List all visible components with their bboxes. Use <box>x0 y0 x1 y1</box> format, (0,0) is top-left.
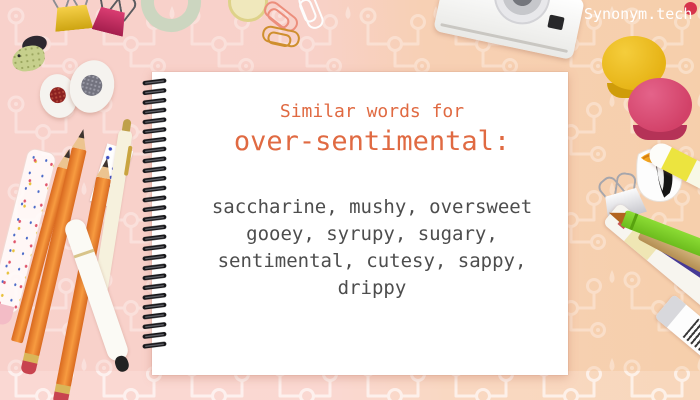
protractor-icon <box>133 0 209 40</box>
bottom-highlight-strip <box>0 371 700 400</box>
synonym-line: sentimental, cutesy, sappy, <box>217 250 527 272</box>
binder-clip-yellow <box>53 4 93 32</box>
camera <box>433 0 585 60</box>
page-text-block <box>176 72 568 302</box>
synonym-line: saccharine, mushy, oversweet <box>211 196 533 218</box>
binder-clip-pink <box>92 6 135 38</box>
synonym-word-list <box>176 194 568 302</box>
spiral-binding <box>141 77 169 350</box>
synonym-line: gooey, syrupy, sugary, <box>246 223 498 245</box>
card-title-headword: over-sentimental: <box>233 126 511 157</box>
bird-figurine <box>10 44 46 73</box>
tape-measure-disc <box>228 0 268 22</box>
synonym-line: drippy <box>337 277 407 299</box>
notebook-page <box>152 72 568 375</box>
card-title-line1: Similar words for <box>279 101 465 122</box>
site-brand-text: Synonym.tech <box>584 5 693 23</box>
macaron-pink <box>628 78 692 140</box>
paperclip-white <box>296 0 326 31</box>
camera-lens-icon <box>489 0 555 30</box>
